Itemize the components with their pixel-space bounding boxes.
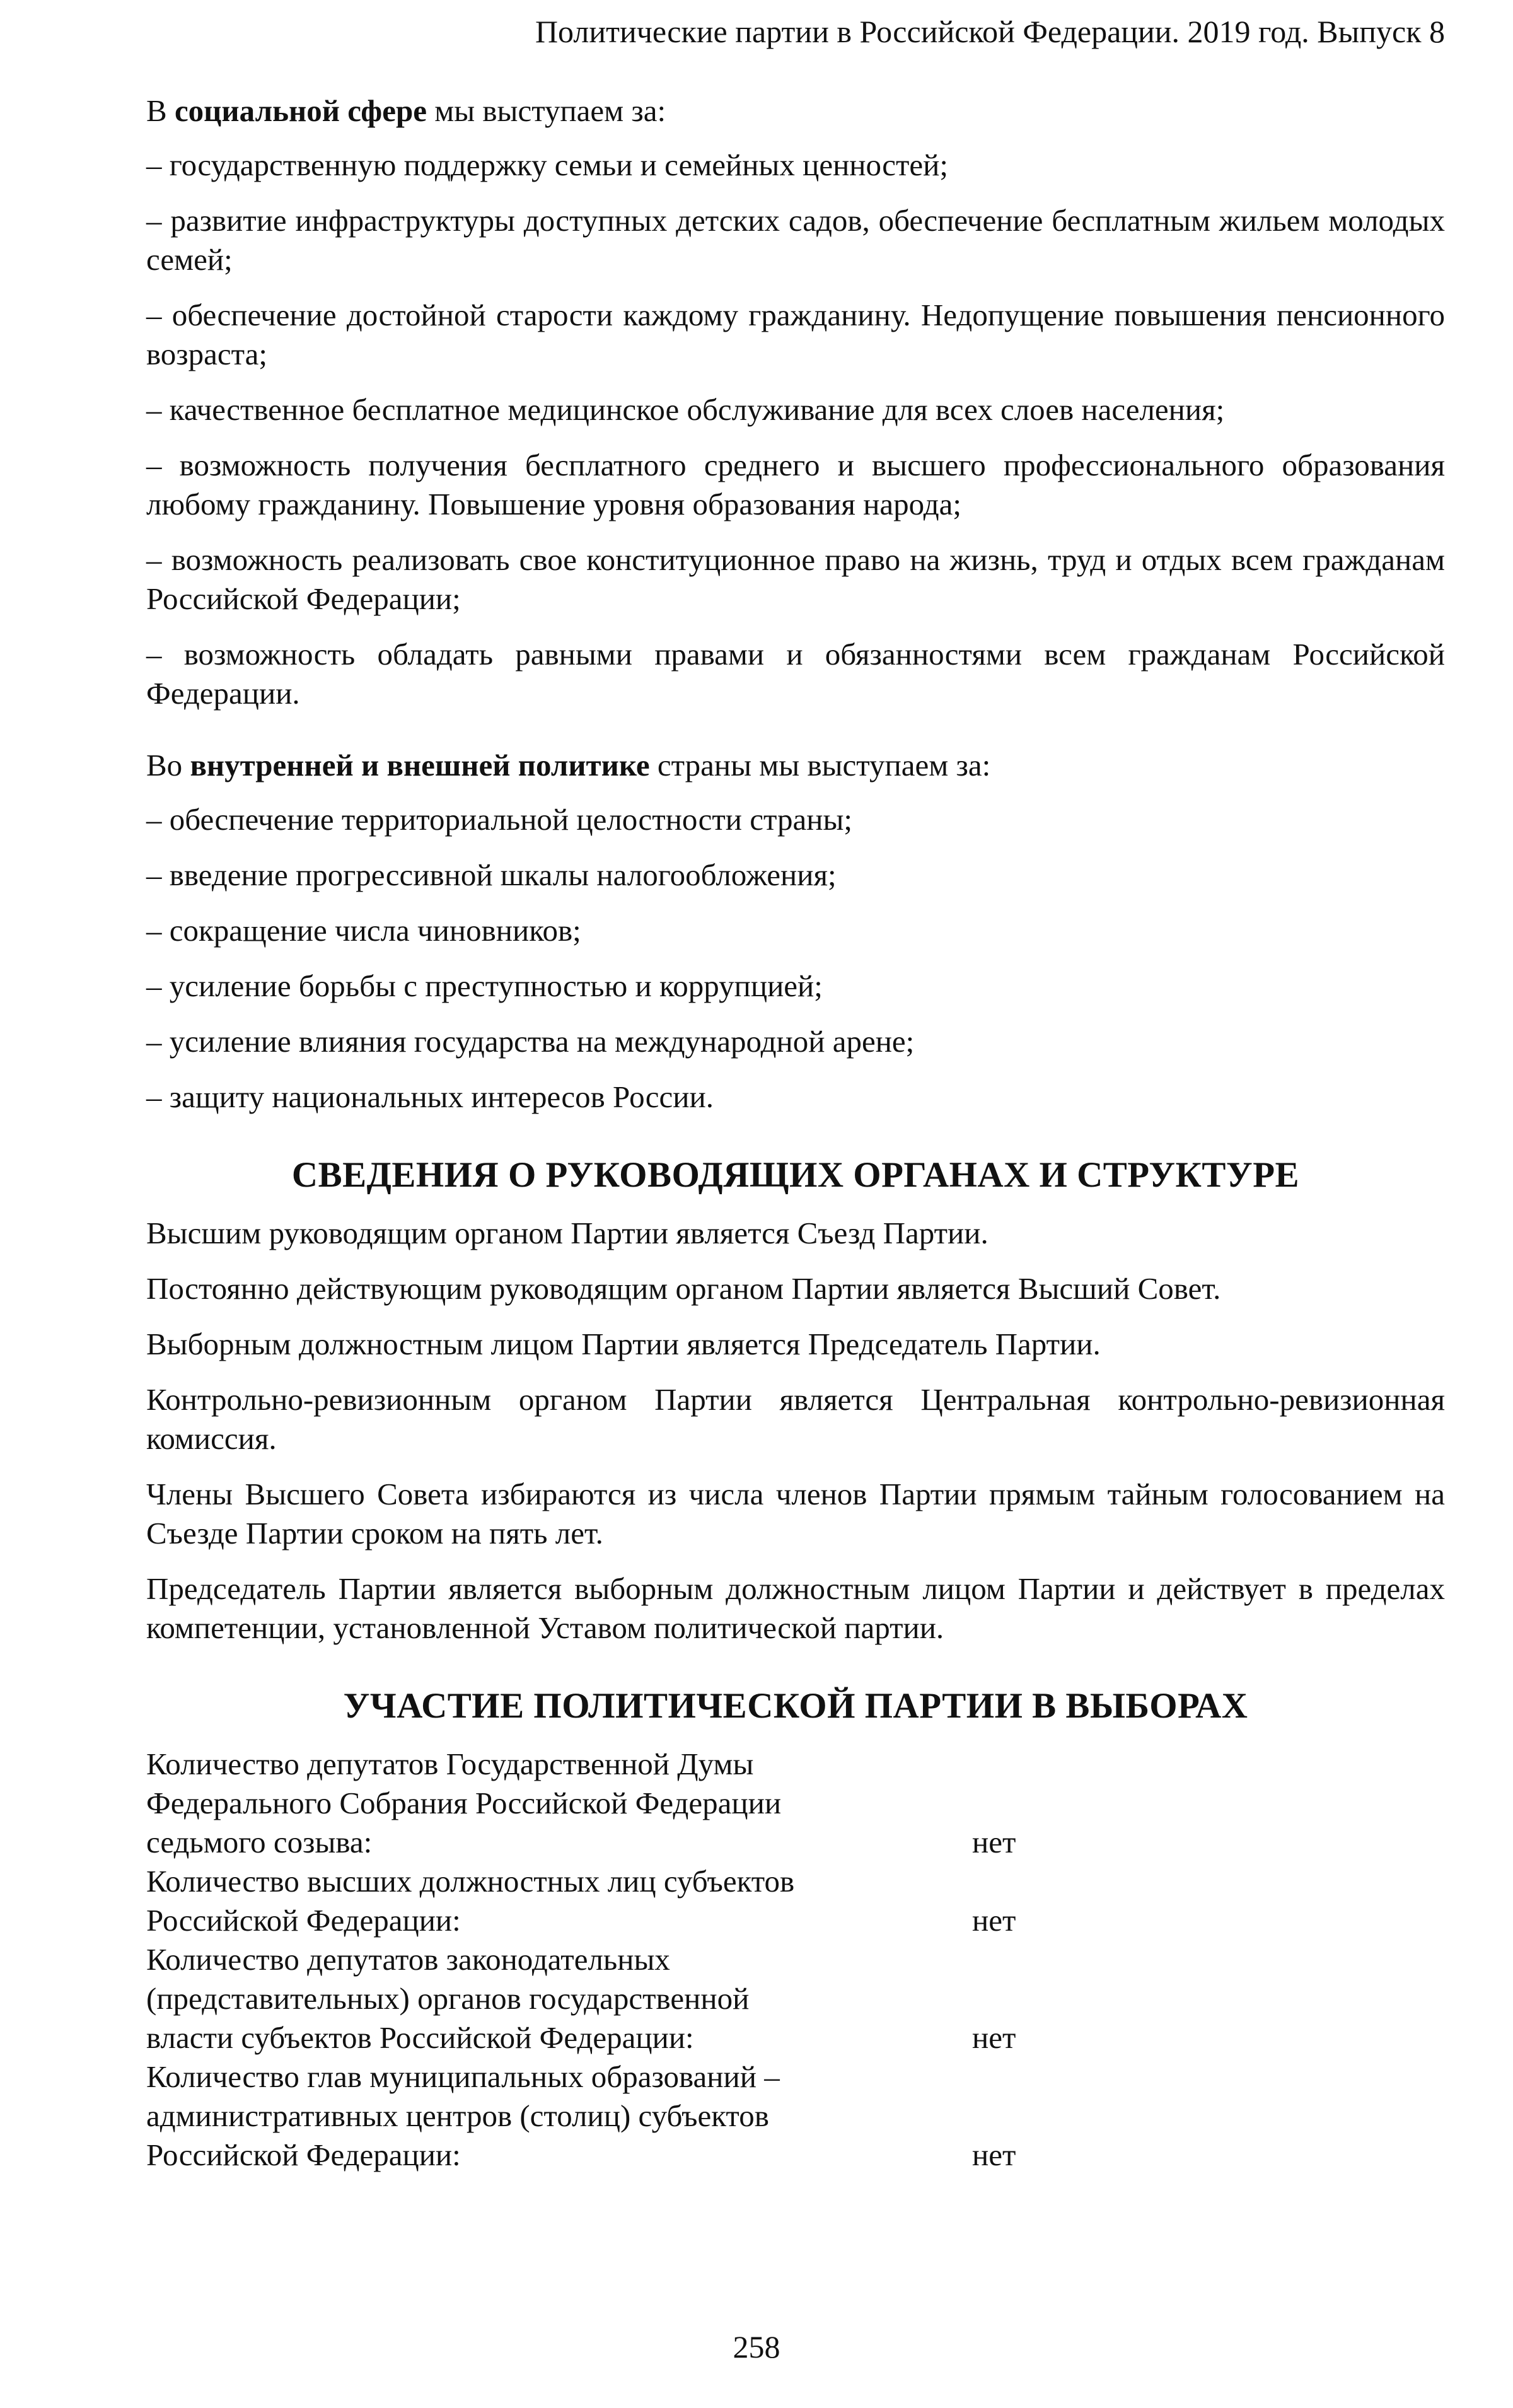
politics-item: – усиление борьбы с преступностью и коррупцией; <box>146 968 823 1003</box>
elections-row-value: нет <box>972 2020 1016 2055</box>
elections-table <box>146 1745 1445 2175</box>
governance-paragraph: Председатель Партии является выборным должностным лицом Партии и действует в пределах компетенции, установленной Уставом политической партии. <box>146 1571 1445 1645</box>
governance-section <box>146 1153 1445 1648</box>
elections-row-value: нет <box>972 1825 1016 1859</box>
elections-heading: УЧАСТИЕ ПОЛИТИЧЕСКОЙ ПАРТИИ В ВЫБОРАХ <box>343 1686 1248 1726</box>
elections-row-label: Количество высших должностных лиц субъектов Российской Федерации: <box>146 1864 795 1938</box>
elections-row-label: Количество депутатов Государственной Думы Федерального Собрания Российской Федерации седьмого созыва: <box>146 1747 782 1859</box>
page-number: 258 <box>733 2329 780 2364</box>
social-item: – развитие инфраструктуры доступных детских садов, обеспечение бесплатным жильем молодых семей; <box>146 203 1445 277</box>
social-item: – возможность получения бесплатного среднего и высшего профессионального образования любому гражданину. Повышение уровня образования народа; <box>146 448 1445 521</box>
elections-row <box>146 1940 1445 2057</box>
elections-row-value: нет <box>972 1903 1016 1938</box>
page-content <box>146 91 1445 2175</box>
governance-paragraph: Высшим руководящим органом Партии является Съезд Партии. <box>146 1216 988 1250</box>
governance-heading: СВЕДЕНИЯ О РУКОВОДЯЩИХ ОРГАНАХ И СТРУКТУРЕ <box>291 1155 1300 1195</box>
governance-paragraph: Постоянно действующим руководящим органом Партии является Высший Совет. <box>146 1271 1221 1306</box>
elections-row <box>146 1745 1445 1862</box>
social-item: – возможность реализовать свое конституционное право на жизнь, труд и отдых всем гражданам Российской Федерации; <box>146 542 1445 616</box>
elections-section <box>146 1684 1445 2175</box>
social-section <box>146 91 1445 713</box>
politics-section <box>146 746 1445 1117</box>
governance-paragraph: Члены Высшего Совета избираются из числа членов Партии прямым тайным голосованием на Съезде Партии сроком на пять лет. <box>146 1477 1445 1550</box>
social-intro-bold: социальной сфере <box>174 93 427 128</box>
politics-intro: Во внутренней и внешней политике страны мы выступаем за: <box>146 748 991 782</box>
social-item: – возможность обладать равными правами и обязанностями всем гражданам Российской Федерации. <box>146 637 1445 711</box>
social-item: – государственную поддержку семьи и семейных ценностей; <box>146 148 948 182</box>
elections-row <box>146 2057 1445 2175</box>
elections-row-label: Количество депутатов законодательных (представительных) органов государственной власти субъектов Российской Федерации: <box>146 1942 750 2055</box>
running-header: Политические партии в Российской Федерации. 2019 год. Выпуск 8 <box>535 14 1445 49</box>
politics-item: – усиление влияния государства на международной арене; <box>146 1024 915 1059</box>
section-gap <box>146 730 1445 746</box>
politics-item: – защиту национальных интересов России. <box>146 1079 714 1114</box>
governance-paragraph: Контрольно-ревизионным органом Партии является Центральная контрольно-ревизионная комиссия. <box>146 1382 1445 1456</box>
elections-row-value: нет <box>972 2138 1016 2172</box>
politics-item: – сокращение числа чиновников; <box>146 913 581 948</box>
social-intro: В социальной сфере мы выступаем за: <box>146 93 666 128</box>
social-item: – качественное бесплатное медицинское обслуживание для всех слоев населения; <box>146 392 1225 427</box>
politics-item: – введение прогрессивной шкалы налогообложения; <box>146 858 837 892</box>
elections-row-label: Количество глав муниципальных образований – административных центров (столиц) субъектов Российской Федерации: <box>146 2059 780 2172</box>
politics-intro-bold: внутренней и внешней политике <box>190 748 650 782</box>
social-item: – обеспечение достойной старости каждому гражданину. Недопущение повышения пенсионного возраста; <box>146 298 1445 371</box>
elections-row <box>146 1862 1445 1940</box>
politics-item: – обеспечение территориальной целостности страны; <box>146 802 853 837</box>
governance-paragraph: Выборным должностным лицом Партии является Председатель Партии. <box>146 1327 1101 1361</box>
